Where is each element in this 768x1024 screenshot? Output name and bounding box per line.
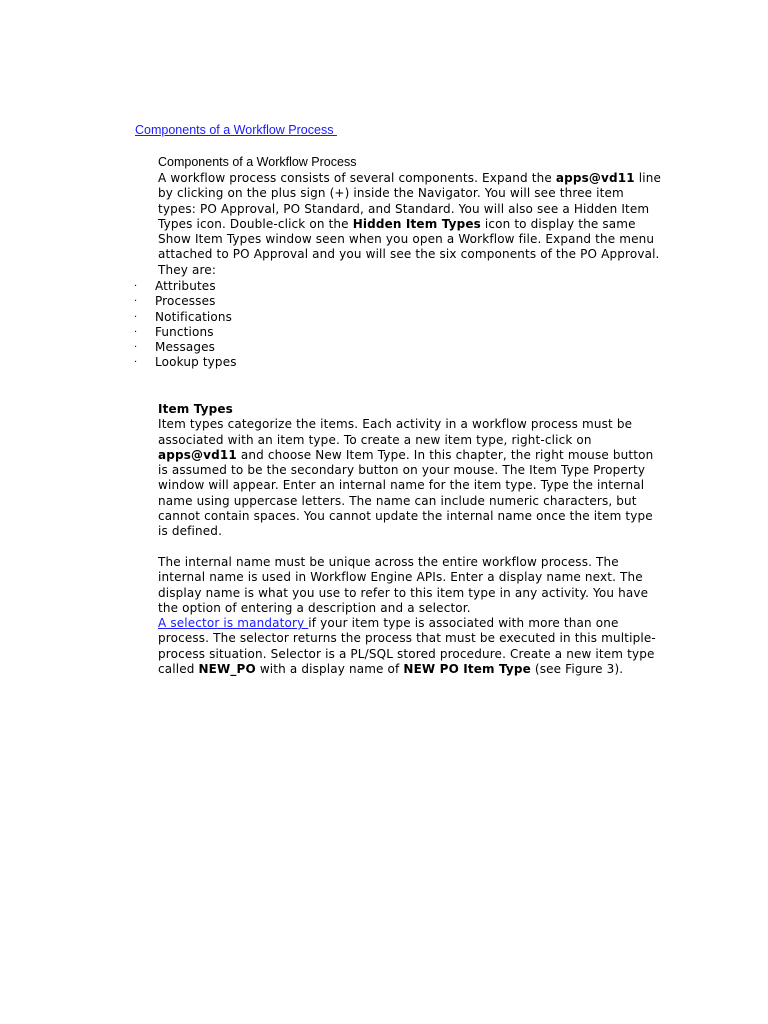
list-item bbox=[134, 310, 237, 325]
list-item-label: Processes bbox=[155, 294, 216, 309]
list-item bbox=[134, 279, 237, 294]
item-types-section bbox=[158, 402, 663, 540]
bullet-mark: · bbox=[134, 342, 138, 354]
item-types-bold-apps: apps@vd11 bbox=[158, 447, 237, 462]
internal-name-paragraph bbox=[158, 555, 663, 677]
bullet-mark: · bbox=[134, 311, 138, 323]
bullet-mark: · bbox=[134, 296, 138, 308]
list-item bbox=[134, 340, 237, 355]
list-item-label: Functions bbox=[155, 324, 214, 339]
list-item-label: Messages bbox=[155, 340, 216, 355]
bullet-mark: · bbox=[134, 357, 138, 369]
para2-text-4: (see Figure 3). bbox=[530, 662, 624, 677]
list-item-label: Attributes bbox=[155, 279, 216, 293]
item-types-heading: Item Types bbox=[158, 402, 233, 416]
list-item-label: Lookup types bbox=[155, 355, 237, 370]
para2-text-3: with a display name of bbox=[255, 662, 404, 677]
bullet-mark: · bbox=[134, 281, 138, 292]
intro-text-3: icon to display the same Show Item Types window seen when you open a Workflow file. Expand the menu attached to PO Approval and you will see the six components of the PO Approval. They are: bbox=[158, 216, 660, 277]
para2-text-1: The internal name must be unique across the entire workflow process. The internal name is used in Workflow Engine APIs. Enter a display name next. The display name is what you use to refer to this item type in any activity. You have the option of entering a description and a selector. bbox=[158, 555, 649, 615]
para2-bold-new-po-item-type: NEW PO Item Type bbox=[403, 662, 531, 677]
item-types-text-1: Item types categorize the items. Each activity in a workflow process must be associated with an item type. To create a new item type, right-click on bbox=[158, 417, 633, 447]
para2-bold-new-po: NEW_PO bbox=[198, 662, 256, 677]
selector-mandatory-link[interactable]: A selector is mandatory bbox=[158, 616, 309, 631]
components-link[interactable]: Components of a Workflow Process bbox=[135, 123, 337, 137]
para2-text-2: if your item type is associated with more than one process. The selector returns the process that must be executed in this multiple-process situation. Selector is a PL/SQL stored procedure. Create a new item type called bbox=[158, 616, 656, 677]
list-item bbox=[134, 294, 237, 309]
intro-bold-apps: apps@vd11 bbox=[555, 171, 635, 185]
intro-paragraph bbox=[158, 171, 663, 278]
components-list bbox=[134, 279, 237, 371]
intro-bold-hidden-item-types: Hidden Item Types bbox=[352, 216, 481, 231]
section-heading: Components of a Workflow Process bbox=[158, 155, 357, 169]
intro-text-1: A workflow process consists of several components. Expand the bbox=[158, 171, 556, 185]
list-item bbox=[134, 325, 237, 340]
list-item-label: Notifications bbox=[155, 309, 233, 324]
bullet-mark: · bbox=[134, 326, 138, 338]
list-item bbox=[134, 355, 237, 370]
intro-text-2: line by clicking on the plus sign (+) inside the Navigator. You will see three item types: PO Approval, PO Standard, and Standard. You will also see a Hidden Item Types icon. Double-click on the bbox=[158, 171, 662, 231]
item-types-text-2: and choose New Item Type. In this chapter, the right mouse button is assumed to be the secondary button on your mouse. The Item Type Property window will appear. Enter an internal name for the item type. Type the internal name using uppercase letters. The name can include numeric characters, but cannot contain spaces. You cannot update the internal name once the item type is defined. bbox=[158, 447, 654, 539]
